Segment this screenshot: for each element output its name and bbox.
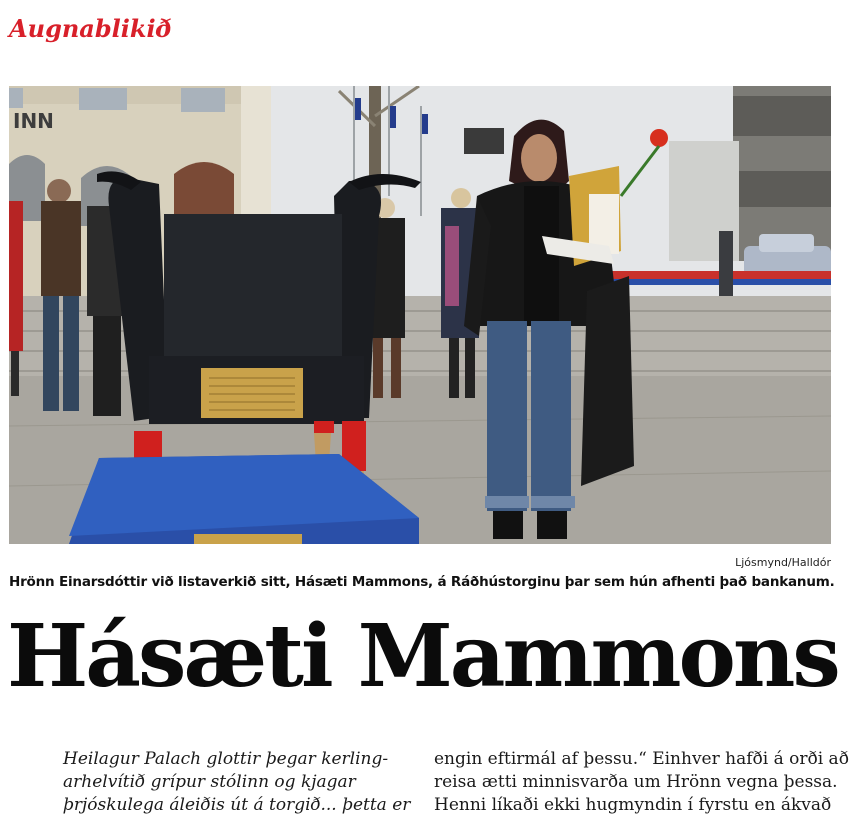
body-line: engin eftirmál af þessu.“ Einhver hafði á orði að <box>434 749 849 769</box>
body-line: þrjóskulega áleiðis út á torgið... þetta er <box>63 795 411 815</box>
photo-caption: Hrönn Einarsdóttir við listaverkið sitt, Hásæti Mammons, á Ráðhústorginu þar sem hún afhenti það bankanum. <box>9 574 835 590</box>
photo-credit: Ljósmynd/Halldór <box>735 556 831 569</box>
chair-back <box>164 214 342 366</box>
body-line: reisa ætti minnisvarða um Hrönn vegna þessa. <box>434 772 838 792</box>
svg-text:INN: INN <box>13 109 54 133</box>
article-photo <box>9 86 831 544</box>
article-headline: Hásæti Mammons <box>7 606 838 707</box>
section-label: Augnablikið <box>9 14 172 43</box>
photo-scene <box>9 86 831 544</box>
article-column-left <box>63 748 411 817</box>
body-line: Heilagur Palach glottir þegar kerling- <box>63 749 389 769</box>
body-line: arhelvítið grípur stólinn og kjagar <box>63 772 356 792</box>
body-line: Henni líkaði ekki hugmyndin í fyrstu en ákvað <box>434 795 832 815</box>
article-column-right <box>434 748 849 817</box>
